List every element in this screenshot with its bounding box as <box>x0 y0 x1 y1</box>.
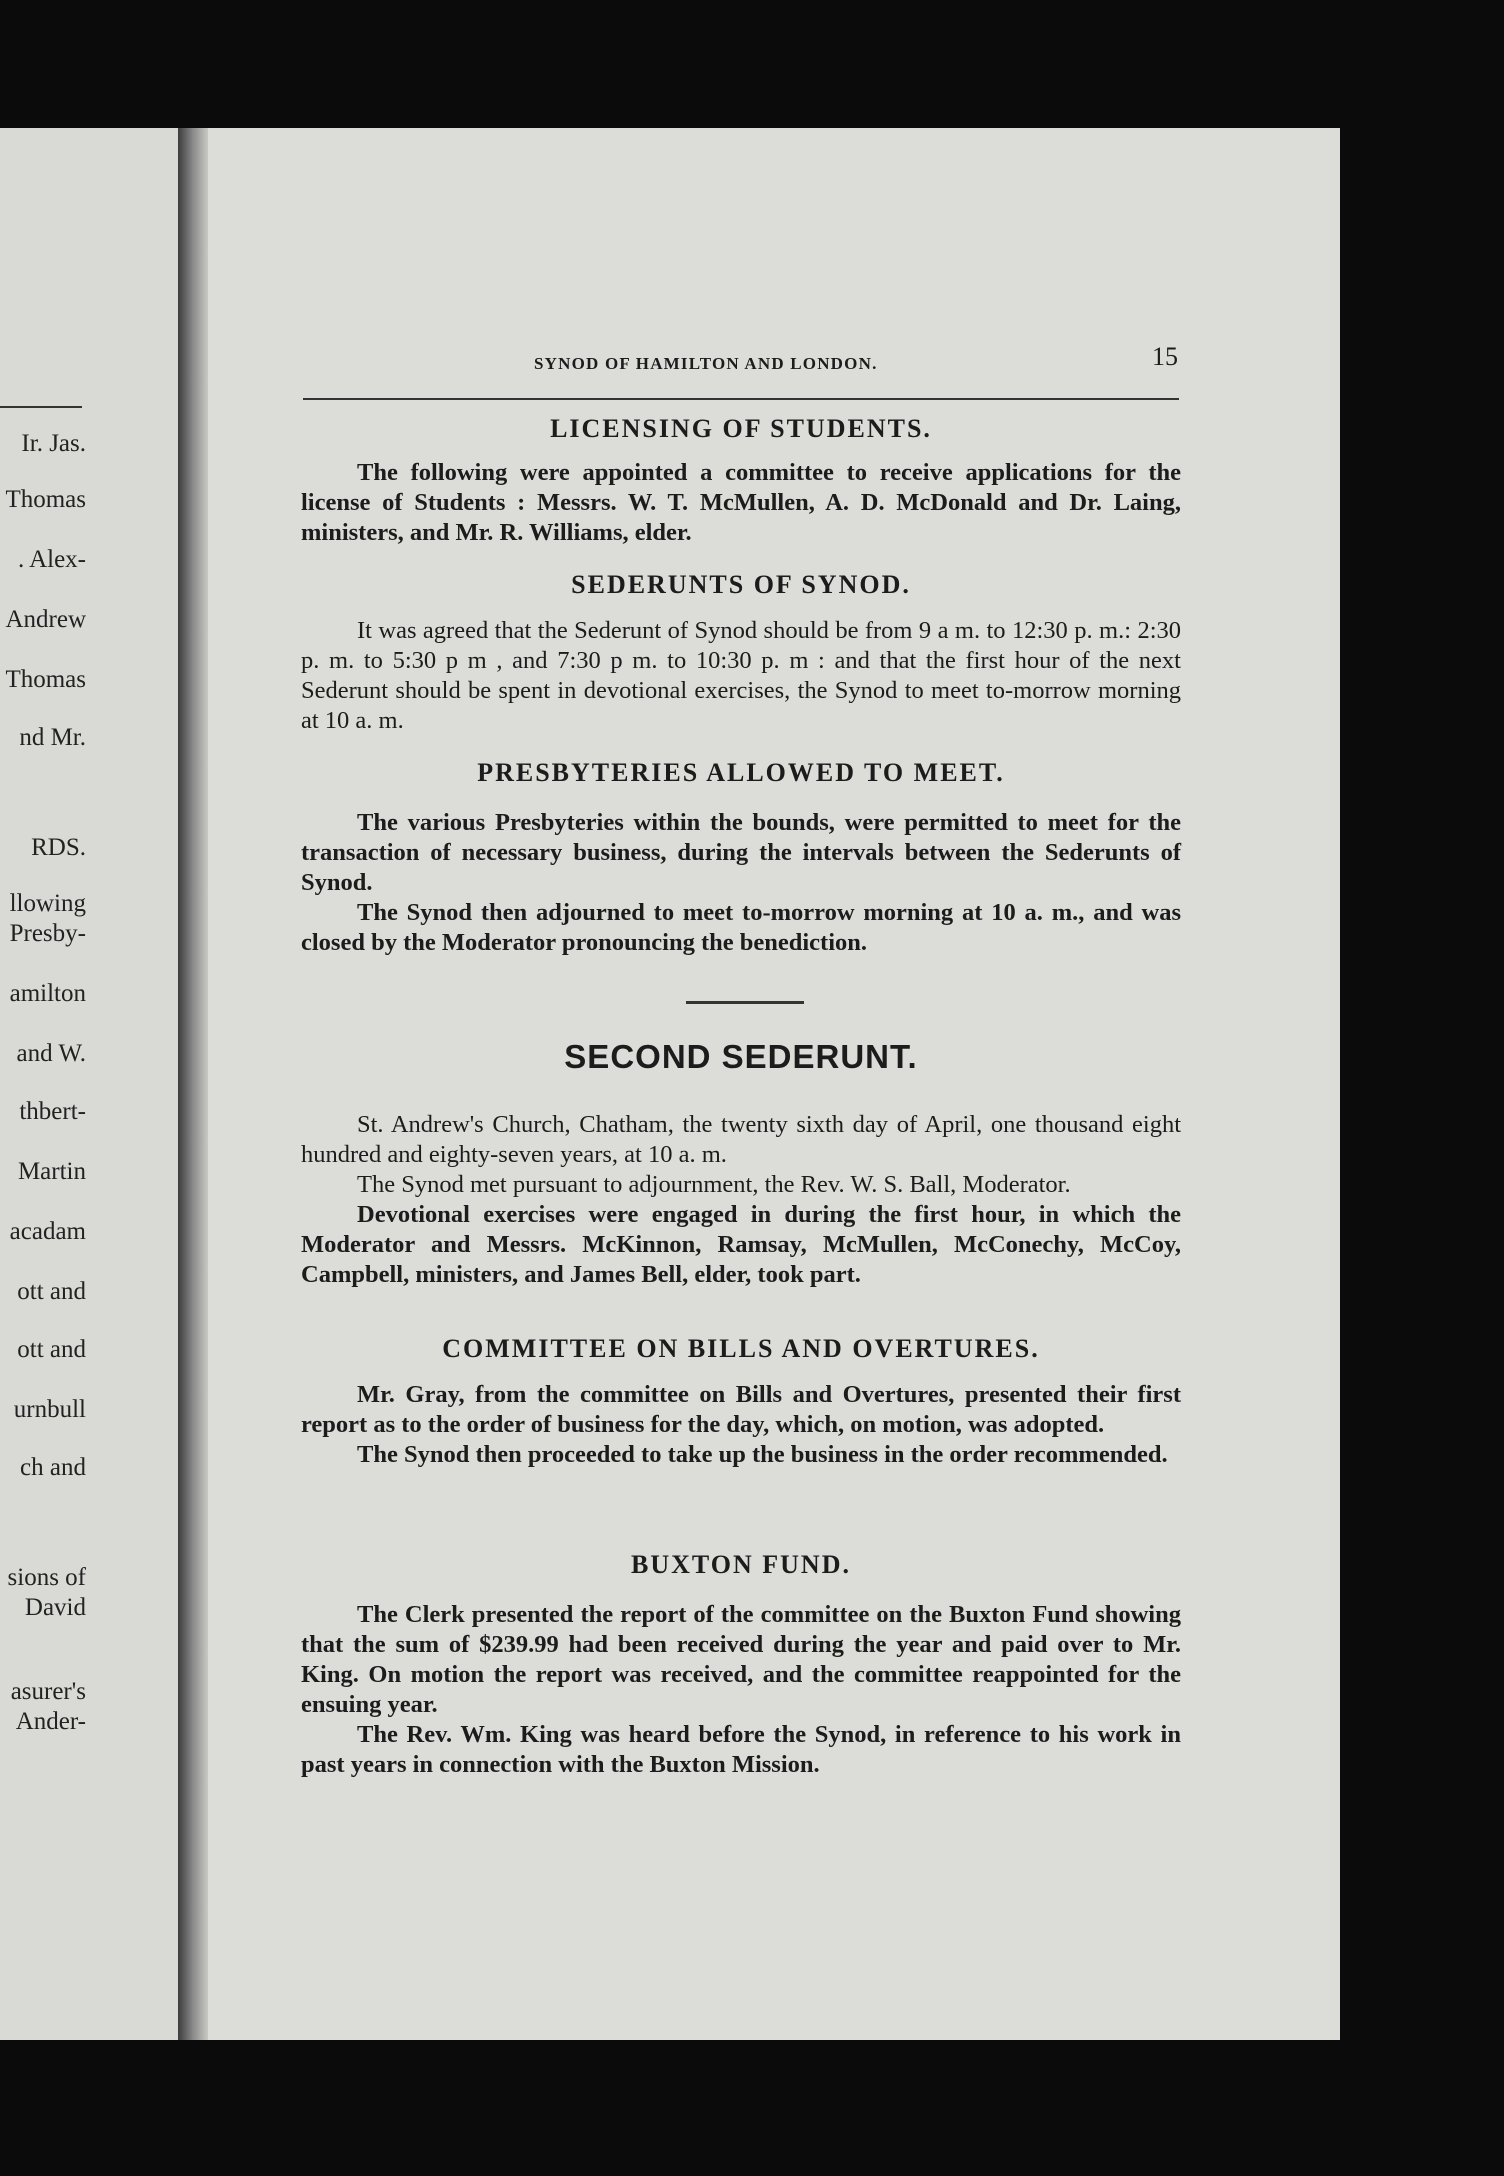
facing-page-fragment: llowing <box>9 890 86 917</box>
section-divider <box>686 1001 804 1004</box>
facing-page-fragment: urnbull <box>13 1396 86 1423</box>
running-head: SYNOD OF HAMILTON AND LONDON. <box>534 354 878 373</box>
second-sederunt-body <box>301 1110 1181 1290</box>
paragraph: Devotional exercises were engaged in during the first hour, in which the Moderator and Messrs. McKinnon, Ramsay, McMullen, McConechy, McCoy, Campbell, ministers, and James Bell, elder, took part. <box>301 1201 1181 1288</box>
facing-page-fragment: Presby- <box>9 920 86 947</box>
facing-page-fragment: asurer's <box>10 1678 86 1705</box>
section-licensing <box>301 414 1181 548</box>
book-gutter <box>178 128 208 2040</box>
section-heading: SEDERUNTS OF SYNOD. <box>571 570 911 599</box>
paragraph: The Clerk presented the report of the committee on the Buxton Fund showing that the sum of $239.99 had been received during the year and paid over to Mr. King. On motion the report was received, and the committee reappointed for the ensuing year. <box>301 1601 1181 1718</box>
section-heading: LICENSING OF STUDENTS. <box>550 414 932 443</box>
facing-page-fragment: Andrew <box>5 606 86 633</box>
facing-page-fragment: Ander- <box>15 1708 86 1735</box>
header-rule <box>303 398 1179 400</box>
paragraph: The Synod met pursuant to adjournment, the Rev. W. S. Ball, Moderator. <box>357 1171 1071 1198</box>
facing-page-fragment: ott and <box>17 1278 86 1305</box>
paragraph: The following were appointed a committee to receive applications for the license of Students : Messrs. W. T. McMullen, A. D. McDonald and Dr. Laing, ministers, and Mr. R. Williams, elder. <box>301 459 1181 546</box>
paragraph: St. Andrew's Church, Chatham, the twenty sixth day of April, one thousand eight hundred and eighty-seven years, at 10 a. m. <box>301 1111 1181 1168</box>
facing-page <box>0 128 178 2040</box>
facing-page-fragment: and W. <box>16 1040 86 1067</box>
facing-page-fragment: . Alex- <box>17 546 86 573</box>
section-buxton <box>301 1550 1181 1780</box>
facing-page-fragment: amilton <box>9 980 86 1007</box>
paragraph: The Synod then adjourned to meet to-morrow morning at 10 a. m., and was closed by the Moderator pronouncing the benediction. <box>301 899 1181 956</box>
section-heading: COMMITTEE ON BILLS AND OVERTURES. <box>442 1334 1040 1363</box>
facing-page-fragment: nd Mr. <box>19 724 86 751</box>
section-sederunts <box>301 570 1181 736</box>
facing-page-fragment: David <box>24 1594 86 1621</box>
paragraph: The Rev. Wm. King was heard before the Synod, in reference to his work in past years in connection with the Buxton Mission. <box>301 1721 1181 1778</box>
facing-page-fragment: thbert- <box>19 1098 86 1125</box>
facing-page-fragment: Thomas <box>5 486 86 513</box>
facing-page-fragment: RDS. <box>31 834 86 861</box>
section-heading: BUXTON FUND. <box>631 1550 851 1579</box>
facing-page-fragment: Martin <box>17 1158 86 1185</box>
facing-page-fragment: Ir. Jas. <box>21 430 86 457</box>
facing-page-fragment: sions of <box>7 1564 86 1591</box>
paragraph: The various Presbyteries within the bounds, were permitted to meet for the transaction of necessary business, during the intervals between the Sederunts of Synod. <box>301 809 1181 896</box>
facing-page-rule <box>0 406 82 408</box>
second-sederunt-heading: SECOND SEDERUNT. <box>564 1038 918 1075</box>
facing-page-fragment: Thomas <box>5 666 86 693</box>
paragraph: It was agreed that the Sederunt of Synod should be from 9 a m. to 12:30 p. m.: 2:30 p. m. to 5:30 p m , and 7:30 p m. to 10:30 p. m : and that the first hour of the next Sederunt should be spent in devotional exercises, the Synod to meet to-morrow morning at 10 a. m. <box>301 617 1181 734</box>
paragraph: Mr. Gray, from the committee on Bills and Overtures, presented their first report as to the order of business for the day, which, on motion, was adopted. <box>301 1381 1181 1438</box>
facing-page-fragment: ch and <box>20 1454 86 1481</box>
section-heading: PRESBYTERIES ALLOWED TO MEET. <box>477 758 1005 787</box>
section-presbyteries <box>301 758 1181 958</box>
page-number: 15 <box>1152 342 1178 371</box>
paragraph: The Synod then proceeded to take up the business in the order recommended. <box>357 1441 1168 1468</box>
section-committee <box>301 1334 1181 1470</box>
facing-page-fragment: acadam <box>9 1218 86 1245</box>
facing-page-fragment: ott and <box>17 1336 86 1363</box>
